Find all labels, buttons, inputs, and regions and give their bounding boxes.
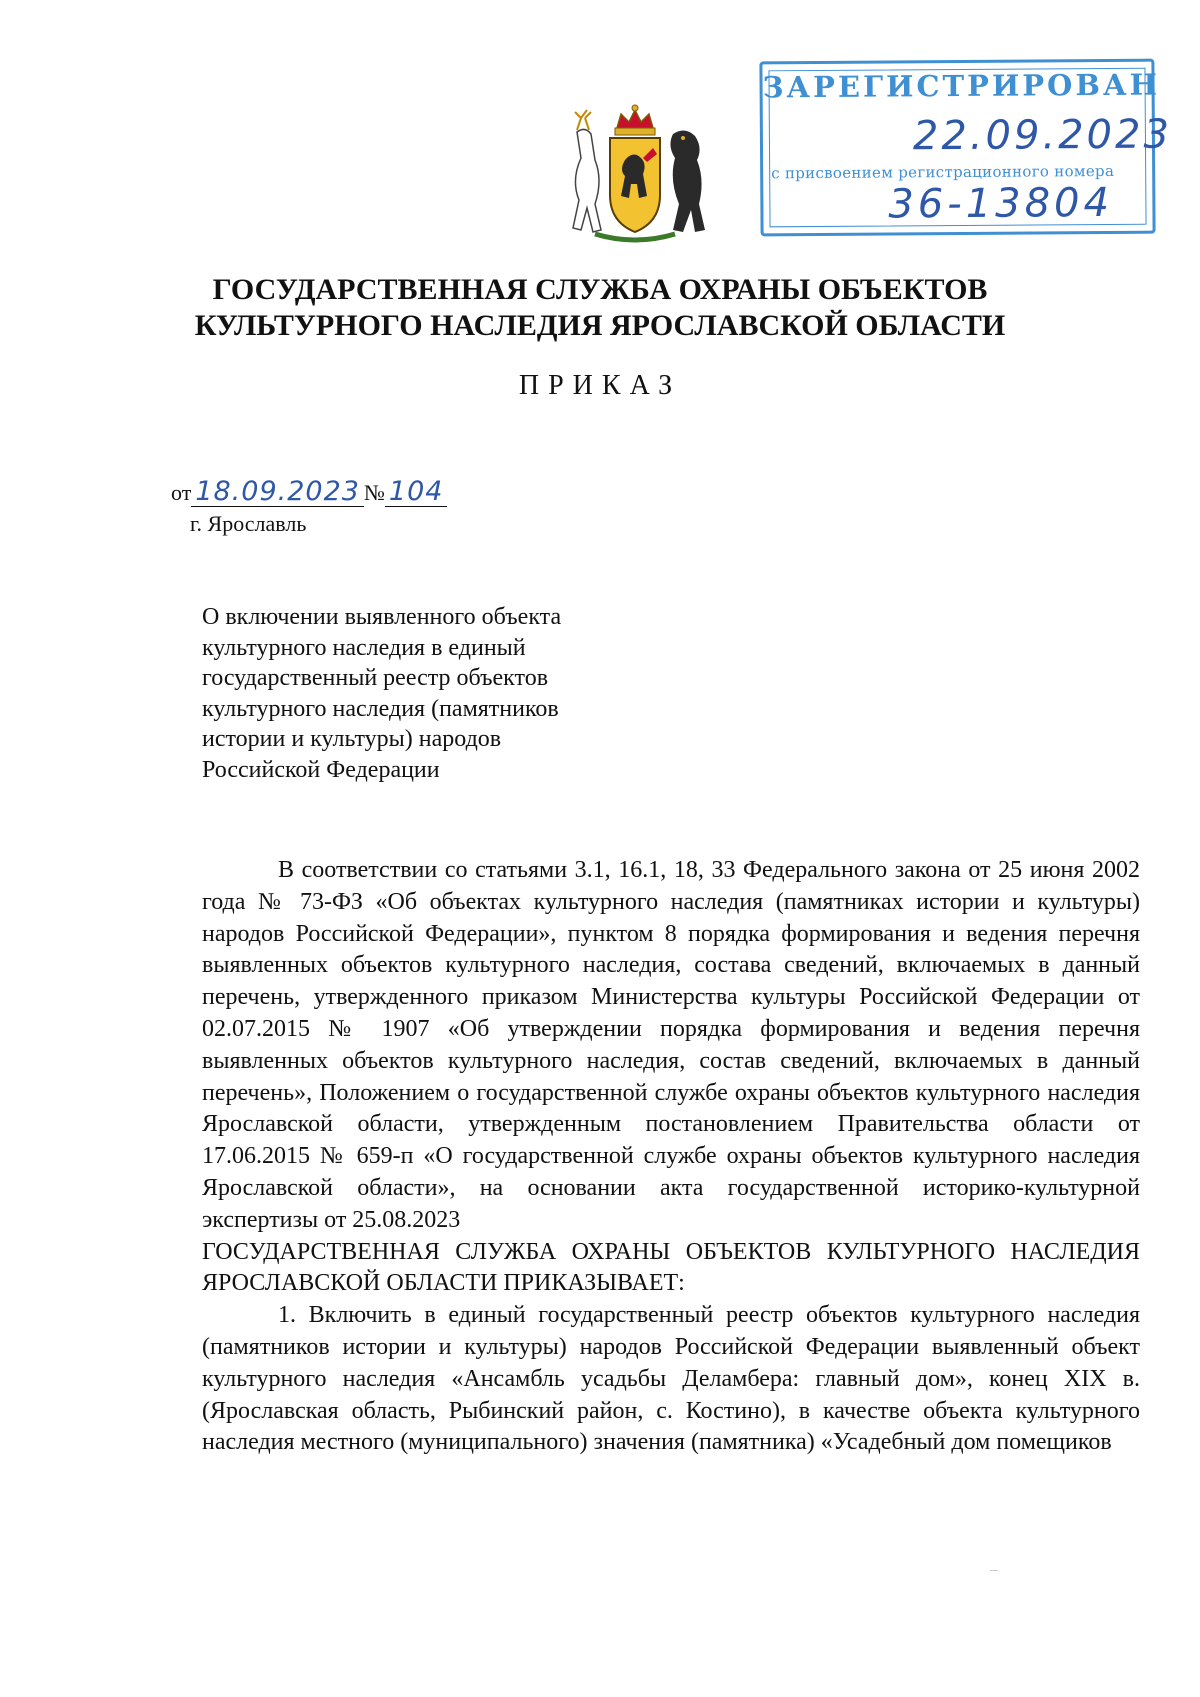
stamp-title: ЗАРЕГИСТРИРОВАН: [762, 67, 1161, 105]
agency-name: [0, 272, 1200, 344]
order-subject: [202, 602, 662, 786]
subject-line: культурного наследия (памятников: [202, 695, 559, 722]
item-1-paragraph: 1. Включить в единый государственный реестр объектов культурного наследия (памятников истории и культуры) народов Российской Федерации выявленный объект культурного наследия «Ансамбль усадьбы Деламбера: главный дом», конец XIX в. (Ярославская область, Рыбинский район, с. Костино), в качестве объекта культурного наследия местного (муниципального) значения (памятника) «Усадебный дом помещиков: [202, 1302, 1140, 1456]
deer-supporter-icon: [573, 110, 601, 232]
order-date-handwritten: 18.09.2023: [191, 478, 364, 507]
order-date-number-line: [171, 478, 447, 507]
preamble-paragraph: В соответствии со статьями 3.1, 16.1, 18, 33 Федерального закона от 25 июня 2002 года № 73-ФЗ «Об объектах культурного наследия (памятниках истории и культуры) народов Российской Федерации», пунктом 8 порядка формирования и ведения перечня выявленных объектов культурного наследия, состава сведений, включаемых в данный перечень, утвержденного приказом Министерства культуры Российской Федерации от 02.07.2015 № 1907 «Об утверждении порядка формирования и ведения перечня выявленных объектов культурного наследия, состав сведений, включаемых в данный перечень», Положением о государственной службе охраны объектов культурного наследия Ярославской области, утвержденным постановлением Правительства области от 17.06.2015 № 659-п «О государственной службе охраны объектов культурного наследия Ярославской области», на основании акта государственной историко-культурной экспертизы от 25.08.2023: [202, 857, 1140, 1233]
subject-line: истории и культуры) народов: [202, 726, 502, 753]
agency-name-line-1: ГОСУДАРСТВЕННАЯ СЛУЖБА ОХРАНЫ ОБЪЕКТОВ: [212, 273, 988, 306]
stamp-date: 22.09.2023: [912, 111, 1173, 160]
agency-name-line-2: КУЛЬТУРНОГО НАСЛЕДИЯ ЯРОСЛАВСКОЙ ОБЛАСТИ: [194, 309, 1006, 342]
orders-paragraph: ГОСУДАРСТВЕННАЯ СЛУЖБА ОХРАНЫ ОБЪЕКТОВ КУЛЬТУРНОГО НАСЛЕДИЯ ЯРОСЛАВСКОЙ ОБЛАСТИ ПРИКАЗЫВАЕТ:: [202, 1238, 1140, 1297]
crown-icon: [615, 105, 655, 135]
stamp-caption: с присвоением регистрационного номера: [771, 161, 1115, 183]
scan-artifact: [990, 1570, 998, 1571]
city: г. Ярославль: [190, 511, 307, 536]
document-type-title: ПРИКАЗ: [518, 370, 682, 401]
subject-line: Российской Федерации: [202, 756, 440, 783]
order-body: [202, 855, 1140, 1459]
registration-stamp: [759, 59, 1173, 237]
bear-supporter-icon: [670, 130, 705, 232]
order-number-handwritten: 104: [385, 478, 448, 507]
subject-line: О включении выявленного объекта: [202, 604, 562, 630]
coat-of-arms-emblem: [555, 100, 715, 250]
number-prefix: №: [363, 480, 385, 505]
stamp-registration-number: 36-13804: [888, 179, 1114, 228]
date-prefix: от: [171, 480, 192, 505]
subject-line: государственный реестр объектов: [202, 665, 549, 692]
subject-line: культурного наследия в единый: [202, 634, 526, 661]
